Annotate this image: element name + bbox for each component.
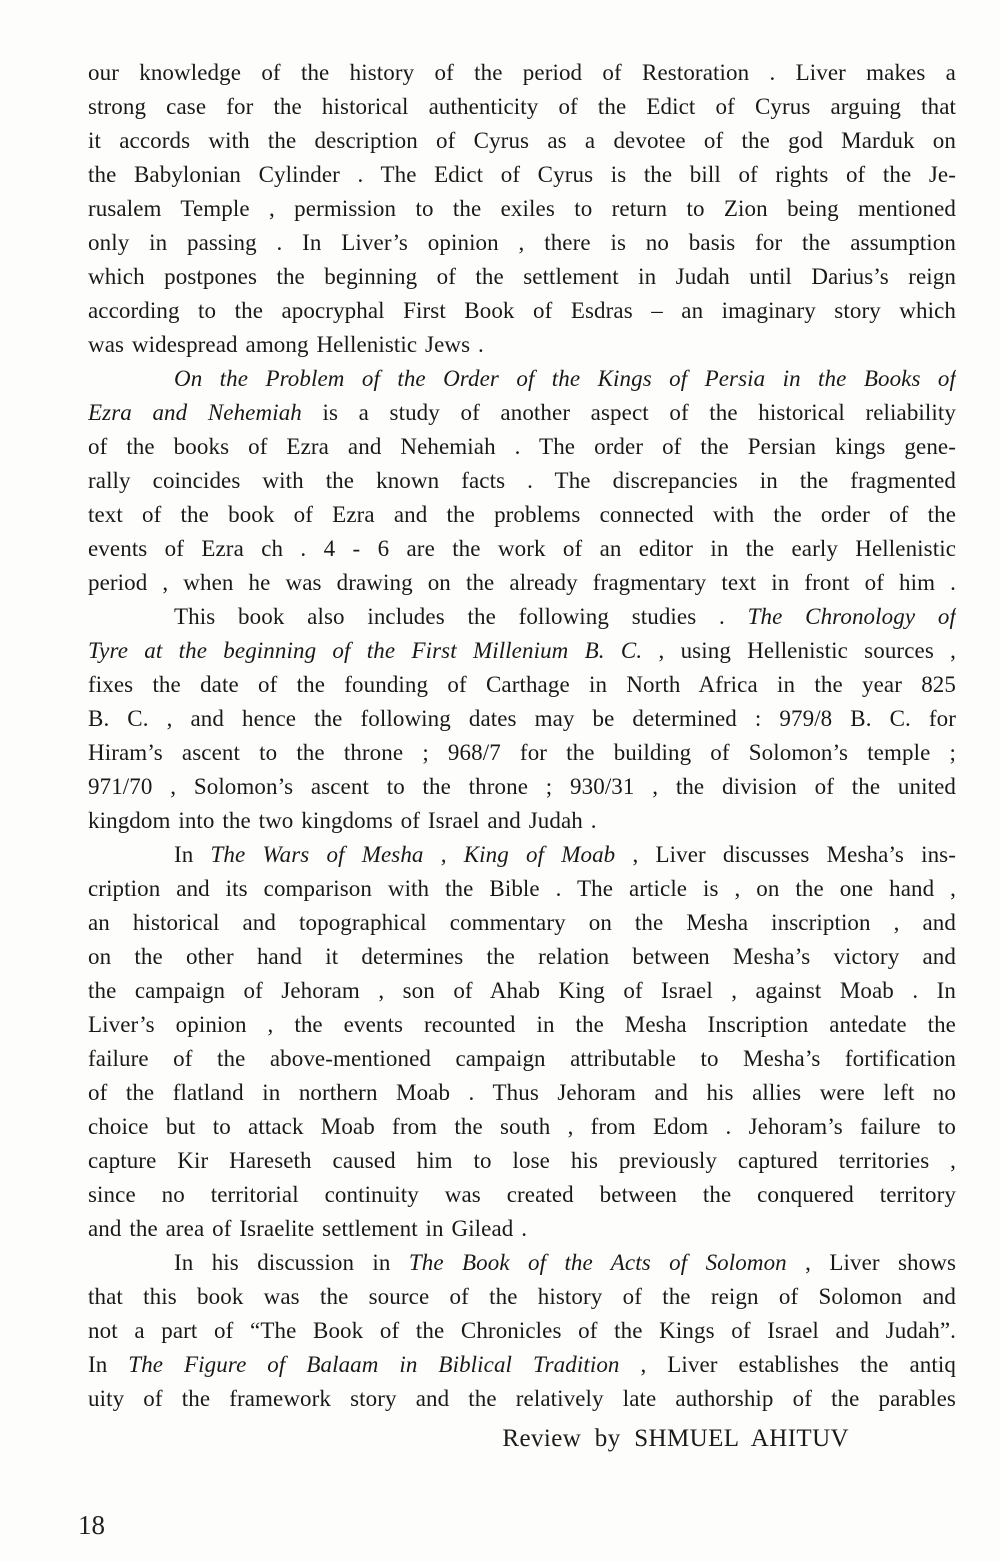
text-run: failure of the above-mentioned campaign attributable to Mesha’s fortification xyxy=(88,1046,956,1071)
text-run: of the flatland in northern Moab . Thus Jehoram and his allies were left no xyxy=(88,1080,956,1105)
text-run: and the area of Israelite settlement in Gilead . xyxy=(88,1216,528,1241)
text-line xyxy=(88,328,956,362)
text-run: capture Kir Hareseth caused him to lose his previously captured territories , xyxy=(88,1148,956,1173)
text-line xyxy=(88,294,956,328)
text-line xyxy=(88,1144,956,1178)
text-run: In xyxy=(174,842,211,867)
italic-text-run: Tyre at the beginning of the First Millenium B. C. xyxy=(88,638,643,663)
text-run: an historical and topographical commentary on the Mesha inscription , and xyxy=(88,910,956,935)
text-run: is a study of another aspect of the historical reliability xyxy=(301,400,956,425)
text-line xyxy=(88,804,956,838)
text-run: events of Ezra ch . 4 - 6 are the work of an editor in the early Hellenistic xyxy=(88,536,956,561)
text-line xyxy=(88,1280,956,1314)
text-line xyxy=(88,226,956,260)
text-line xyxy=(88,838,956,872)
text-run: kingdom into the two kingdoms of Israel and Judah . xyxy=(88,808,597,833)
text-line xyxy=(88,736,956,770)
text-line xyxy=(88,56,956,90)
text-line xyxy=(88,974,956,1008)
italic-text-run: The Chronology of xyxy=(747,604,956,629)
text-line xyxy=(88,1076,956,1110)
text-run: uity of the framework story and the relatively late authorship of the parables xyxy=(88,1386,956,1411)
italic-text-run: Ezra and Nehemiah xyxy=(88,400,302,425)
text-run: on the other hand it determines the relation between Mesha’s victory and xyxy=(88,944,956,969)
text-line xyxy=(88,1246,956,1280)
text-line xyxy=(88,1212,956,1246)
review-byline: Review by SHMUEL AHITUV xyxy=(502,1425,849,1452)
text-line xyxy=(88,1110,956,1144)
text-run: 971/70 , Solomon’s ascent to the throne ; 930/31 , the division of the united xyxy=(88,774,956,799)
text-run: rusalem Temple , permission to the exiles to return to Zion being mentioned xyxy=(88,196,956,221)
text-run: period , when he was drawing on the already fragmentary text in front of him . xyxy=(88,570,956,595)
text-run: text of the book of Ezra and the problems connected with the order of the xyxy=(88,502,956,527)
text-line xyxy=(88,872,956,906)
text-run: choice but to attack Moab from the south , from Edom . Jehoram’s failure to xyxy=(88,1114,956,1139)
text-line xyxy=(88,1178,956,1212)
document-body xyxy=(88,56,956,1416)
text-line xyxy=(88,600,956,634)
text-run: strong case for the historical authenticity of the Edict of Cyrus arguing that xyxy=(88,94,956,119)
text-run: , Liver discusses Mesha’s ins- xyxy=(615,842,956,867)
text-line xyxy=(88,940,956,974)
text-line xyxy=(88,566,956,600)
text-run: only in passing . In Liver’s opinion , there is no basis for the assumption xyxy=(88,230,956,255)
text-run: was widespread among Hellenistic Jews . xyxy=(88,332,484,357)
text-run: This book also includes the following studies . xyxy=(174,604,748,629)
text-run: it accords with the description of Cyrus as a devotee of the god Marduk on xyxy=(88,128,956,153)
text-line xyxy=(88,1382,956,1416)
text-run: , Liver shows xyxy=(786,1250,956,1275)
text-line xyxy=(88,464,956,498)
text-line xyxy=(88,1314,956,1348)
text-line xyxy=(88,668,956,702)
text-run: Hiram’s ascent to the throne ; 968/7 for the building of Solomon’s temple ; xyxy=(88,740,956,765)
text-run: the Babylonian Cylinder . The Edict of Cyrus is the bill of rights of the Je- xyxy=(88,162,956,187)
text-line xyxy=(88,634,956,668)
page-number: 18 xyxy=(78,1510,105,1540)
text-line xyxy=(88,1348,956,1382)
text-run: since no territorial continuity was created between the conquered territory xyxy=(88,1182,956,1207)
text-line xyxy=(88,770,956,804)
italic-text-run: The Book of the Acts of Solomon xyxy=(408,1250,787,1275)
italic-text-run: The Wars of Mesha , King of Moab xyxy=(210,842,616,867)
text-line xyxy=(88,260,956,294)
text-run: the campaign of Jehoram , son of Ahab King of Israel , against Moab . In xyxy=(88,978,956,1003)
text-run: not a part of “The Book of the Chronicles of the Kings of Israel and Judah”. xyxy=(88,1318,956,1343)
italic-text-run: The Figure of Balaam in Biblical Tradition xyxy=(128,1352,620,1377)
text-line xyxy=(88,532,956,566)
italic-text-run: On the Problem of the Order of the Kings of Persia in the Books of xyxy=(174,366,956,391)
text-run: our knowledge of the history of the period of Restoration . Liver makes a xyxy=(88,60,956,85)
text-run: B. C. , and hence the following dates may be determined : 979/8 B. C. for xyxy=(88,706,956,731)
text-run: according to the apocryphal First Book of Esdras – an imaginary story which xyxy=(88,298,956,323)
text-run: , using Hellenistic sources , xyxy=(642,638,956,663)
text-run: cription and its comparison with the Bible . The article is , on the one hand , xyxy=(88,876,956,901)
text-line xyxy=(88,158,956,192)
text-run: fixes the date of the founding of Carthage in North Africa in the year 825 xyxy=(88,672,956,697)
text-run: Liver’s opinion , the events recounted in the Mesha Inscription antedate the xyxy=(88,1012,956,1037)
text-line xyxy=(88,362,956,396)
text-line xyxy=(88,906,956,940)
text-line xyxy=(88,90,956,124)
text-line xyxy=(88,498,956,532)
text-run: which postpones the beginning of the settlement in Judah until Darius’s reign xyxy=(88,264,956,289)
text-line xyxy=(88,396,956,430)
text-line xyxy=(88,1008,956,1042)
text-line xyxy=(88,430,956,464)
text-line xyxy=(88,1042,956,1076)
text-run: rally coincides with the known facts . The discrepancies in the fragmented xyxy=(88,468,956,493)
text-line xyxy=(88,192,956,226)
text-run: of the books of Ezra and Nehemiah . The order of the Persian kings gene- xyxy=(88,434,956,459)
text-line xyxy=(88,702,956,736)
text-run: that this book was the source of the history of the reign of Solomon and xyxy=(88,1284,956,1309)
text-run: , Liver establishes the antiq xyxy=(619,1352,956,1377)
text-run: In his discussion in xyxy=(174,1250,409,1275)
text-line xyxy=(88,124,956,158)
text-run: In xyxy=(88,1352,129,1377)
